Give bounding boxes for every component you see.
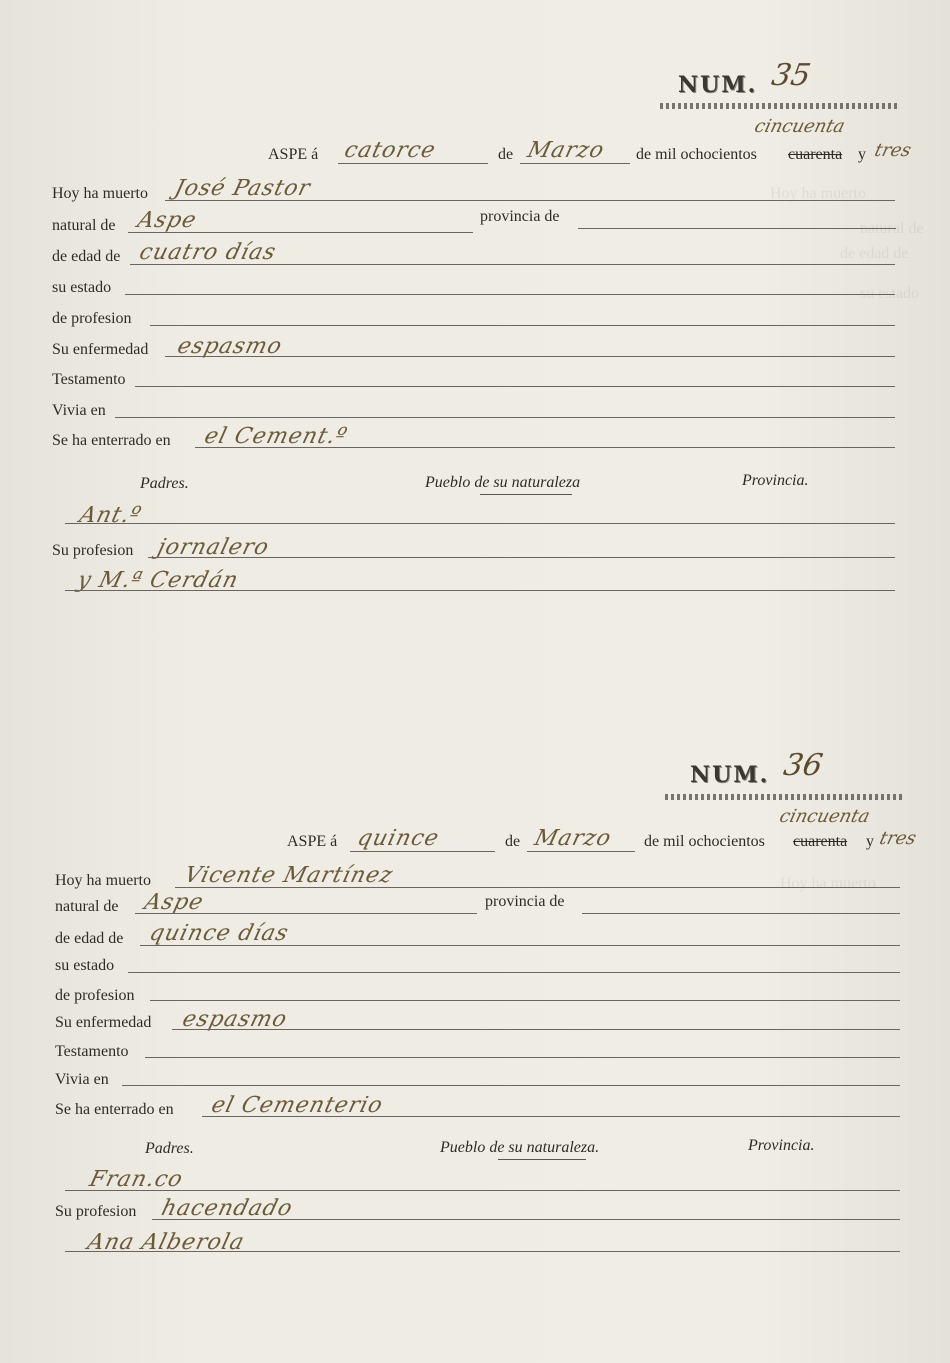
day-value: quince xyxy=(354,826,442,851)
year-and: y xyxy=(858,146,866,163)
father-profession-value: hacendado xyxy=(158,1196,296,1221)
father-value: Ant.º xyxy=(76,503,145,528)
age-label: de edad de xyxy=(55,930,124,947)
mother-value: Ana Alberola xyxy=(84,1230,248,1255)
testament-label: Testamento xyxy=(55,1043,129,1060)
buried-value: el Cementerio xyxy=(208,1093,386,1118)
native-value: Aspe xyxy=(141,890,207,915)
record-number-value: 36 xyxy=(780,748,826,783)
month-value: Marzo xyxy=(531,826,615,851)
buried-label: Se ha enterrado en xyxy=(55,1101,174,1118)
year-prefix: de mil ochocientos xyxy=(644,833,765,850)
age-value: cuatro días xyxy=(136,240,279,265)
year-and: y xyxy=(866,833,874,850)
illness-value: espasmo xyxy=(174,334,286,359)
de-label: de xyxy=(498,146,514,163)
buried-value: el Cement.º xyxy=(201,424,351,449)
place-label: ASPE á xyxy=(287,833,338,850)
age-value: quince días xyxy=(146,921,292,946)
month-value: Marzo xyxy=(524,138,608,163)
buried-label: Se ha enterrado en xyxy=(52,432,171,449)
year-unit-handwritten: tres xyxy=(877,828,919,849)
illness-label: Su enfermedad xyxy=(55,1014,152,1031)
state-label: su estado xyxy=(52,279,112,296)
year-prefix: de mil ochocientos xyxy=(636,146,757,163)
died-value: José Pastor xyxy=(171,176,314,201)
mother-value: y M.ª Cerdán xyxy=(74,568,242,593)
native-label: natural de xyxy=(52,217,116,234)
parents-heading: Padres. xyxy=(145,1140,194,1157)
lived-label: Vivia en xyxy=(55,1071,109,1088)
province-heading: Provincia. xyxy=(748,1137,815,1154)
record-number-value: 35 xyxy=(768,58,814,93)
year-decade-handwritten: cincuenta xyxy=(752,116,847,137)
province-heading: Provincia. xyxy=(742,472,809,489)
year-struck: cuarenta xyxy=(788,146,843,163)
ornamental-rule xyxy=(665,794,905,800)
parent-profession-label: Su profesion xyxy=(52,542,134,559)
town-heading: Pueblo de su naturaleza xyxy=(425,474,581,491)
father-value: Fran.co xyxy=(86,1167,186,1192)
died-label: Hoy ha muerto xyxy=(52,185,148,202)
state-label: su estado xyxy=(55,957,115,974)
lived-label: Vivia en xyxy=(52,402,106,419)
province-label: provincia de xyxy=(480,208,560,225)
native-value: Aspe xyxy=(134,208,200,233)
native-label: natural de xyxy=(55,898,119,915)
illness-value: espasmo xyxy=(179,1007,291,1032)
father-profession-value: jornalero xyxy=(154,535,272,560)
ornamental-rule xyxy=(660,103,898,109)
year-decade-handwritten: cincuenta xyxy=(777,806,872,827)
record-number-label: NUM. xyxy=(678,72,758,98)
town-heading: Pueblo de su naturaleza. xyxy=(440,1139,600,1156)
illness-label: Su enfermedad xyxy=(52,341,149,358)
profession-label: de profesion xyxy=(55,987,135,1004)
age-label: de edad de xyxy=(52,248,121,265)
testament-label: Testamento xyxy=(52,371,126,388)
year-struck: cuarenta xyxy=(793,833,848,850)
de-label: de xyxy=(505,833,521,850)
profession-label: de profesion xyxy=(52,310,132,327)
died-label: Hoy ha muerto xyxy=(55,872,151,889)
died-value: Vicente Martínez xyxy=(181,863,396,888)
province-label: provincia de xyxy=(485,893,565,910)
place-label: ASPE á xyxy=(268,146,319,163)
parent-profession-label: Su profesion xyxy=(55,1203,137,1220)
parents-heading: Padres. xyxy=(140,475,189,492)
year-unit-handwritten: tres xyxy=(872,140,914,161)
record-number-label: NUM. xyxy=(690,762,770,788)
register-page: Hoy ha muerto natural de de edad de su estado Hoy ha muerto NUM. 35 cincuenta ASPE á catorce de Marzo de mil ochocientos cuarenta y tres Hoy ha muerto José Pastor natural de Aspe provincia de de edad de cuatro días su estado de profesion Su enfermedad espasmo Testamento Vivia en Se ha enterrado en el Cement.º Padres. Pueblo de su naturaleza Provincia. Ant.º Su profesion jornalero y M.ª Cerdán NUM. 36 cincuenta ASPE á quince de Marzo de mil ochocientos cuarenta y tres Hoy ha muerto Vicente Martínez natural de Aspe provincia de de edad de quince días su estado de profesion Su enfermedad espasmo Testamento Vivia en Se ha enterrado en el Cementerio Padres. Pueblo de su naturaleza. Provincia. Fran.co Su profesion hacendado Ana Alberola xyxy=(0,0,950,1363)
day-value: catorce xyxy=(341,138,439,163)
